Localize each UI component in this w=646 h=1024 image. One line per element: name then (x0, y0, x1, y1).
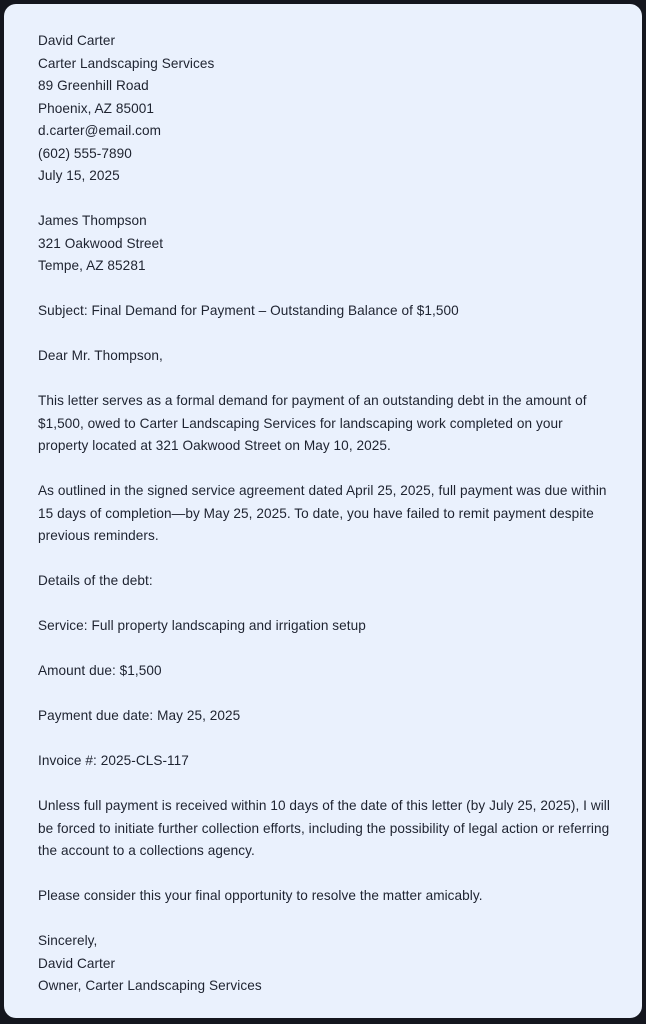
detail-due-date-wrap (38, 705, 614, 728)
detail-invoice-number: Invoice #: 2025-CLS-117 (38, 753, 189, 768)
sender-name: David Carter (38, 33, 116, 48)
sender-company: Carter Landscaping Services (38, 55, 215, 71)
detail-service: Service: Full property landscaping and irrigation setup (38, 618, 366, 633)
sender-phone: (602) 555-7890 (38, 145, 132, 161)
recipient-name: James Thompson (38, 213, 147, 228)
sender-email: d.carter@email.com (38, 123, 162, 138)
signature-block (38, 930, 614, 998)
letter-document (4, 4, 642, 1018)
detail-amount-wrap (38, 660, 614, 683)
sender-street: 89 Greenhill Road (38, 78, 149, 93)
details-heading: Details of the debt: (38, 573, 153, 588)
detail-invoice-wrap (38, 750, 614, 773)
detail-amount-due: Amount due: $1,500 (38, 663, 162, 678)
detail-service-wrap (38, 615, 614, 638)
body-paragraph-2-wrap (38, 480, 614, 548)
closing-name: David Carter (38, 955, 116, 971)
body-paragraph-2: As outlined in the signed service agreement dated April 25, 2025, full payment was due within 15 days of completion—by May 25, 2025. To date, you have failed to remit payment despite previous reminders. (38, 483, 611, 543)
subject-line: Subject: Final Demand for Payment – Outstanding Balance of $1,500 (38, 303, 459, 318)
details-heading-wrap (38, 570, 614, 593)
closing-title-company: Owner, Carter Landscaping Services (38, 978, 262, 993)
salutation-wrap (38, 345, 614, 368)
body-paragraph-3: Unless full payment is received within 10 days of the date of this letter (by July 25, 2025), I will be forced to initiate further collection efforts, including the possibility of legal action or referring the account to a collections agency. (38, 798, 614, 858)
detail-payment-due-date: Payment due date: May 25, 2025 (38, 708, 241, 723)
recipient-street: 321 Oakwood Street (38, 235, 164, 251)
recipient-city-state-zip: Tempe, AZ 85281 (38, 258, 146, 273)
body-paragraph-4: Please consider this your final opportunity to resolve the matter amicably. (38, 888, 483, 903)
body-paragraph-1-wrap (38, 390, 614, 458)
body-paragraph-3-wrap (38, 795, 614, 863)
sender-city-state-zip: Phoenix, AZ 85001 (38, 100, 155, 116)
closing-valediction: Sincerely, (38, 933, 98, 948)
sender-address-block (38, 30, 614, 188)
body-paragraph-1: This letter serves as a formal demand for payment of an outstanding debt in the amount of $1,500, owed to Carter Landscaping Services for landscaping work completed on your property located at 321 Oakwood Street on May 10, 2025. (38, 393, 591, 453)
subject-line-wrap (38, 300, 614, 323)
body-paragraph-4-wrap (38, 885, 614, 908)
recipient-address-block (38, 210, 614, 278)
letter-date: July 15, 2025 (38, 168, 120, 183)
salutation: Dear Mr. Thompson, (38, 348, 163, 363)
